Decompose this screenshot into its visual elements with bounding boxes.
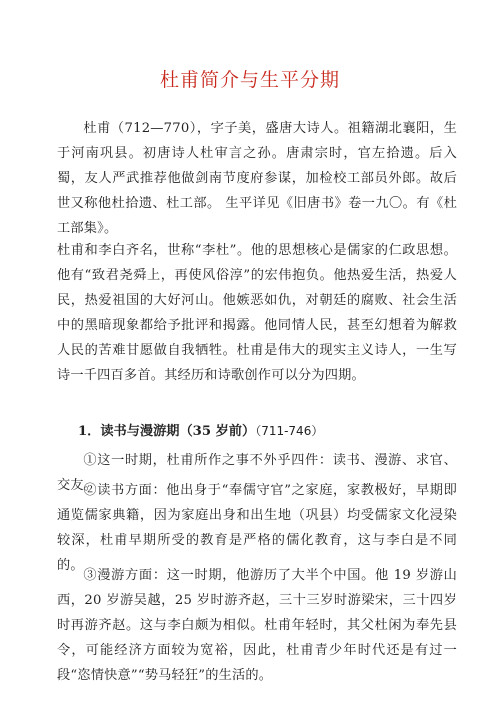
- section-heading: [78, 421, 458, 442]
- section-heading-range: （711-746）: [255, 424, 324, 438]
- intro-paragraph: 杜甫（712—770），字子美，盛唐大诗人。祖籍湖北襄阳，生于河南巩县。初唐诗人杜审言之孙。唐肃宗时，官左拾遗。后入蜀，友人严武推荐他做剑南节度府参谋，加检校工部员外郎。故后世又称他杜拾遗、杜工部。 生平详见《旧唐书》卷一九〇。有《杜工部集》。: [57, 121, 457, 236]
- point-2-paragraph: ②读书方面：他出身于“奉儒守官”之家庭，家教极好，早期即通览儒家典籍，因为家庭出身和出生地（巩县）均受儒家文化浸染较深，杜甫早期所受的教育是严格的儒化教育，这与李白是不同的。: [57, 483, 457, 573]
- section-heading-title: 1．读书与漫游期（35 岁前）: [78, 424, 256, 439]
- document-title: 杜甫简介与生平分期: [159, 69, 340, 91]
- point-1-paragraph: ①这一时期，杜甫所作之事不外乎四件：读书、漫游、求官、交友。: [57, 453, 457, 493]
- point-3-paragraph: ③漫游方面：这一时期，他游历了大半个中国。他 19 岁游山西，20 岁游吴越，25 岁时游齐赵，三十三岁时游梁宋，三十四岁时再游齐赵。这与李白颇为相似。杜甫年轻时，其父杜闲为奉先县令，可能经济方面较为宽裕，因此，杜甫青少年时代还是有过一段“恣情快意”“势马轻狂”的生活的。: [57, 568, 457, 683]
- thought-paragraph: 杜甫和李白齐名，世称“李杜”。他的思想核心是儒家的仁政思想。他有“致君尧舜上，再使风俗淳”的宏伟抱负。他热爱生活，热爱人民，热爱祖国的大好河山。他嫉恶如仇，对朝廷的腐败、社会生活中的黑暗现象都给予批评和揭露。他同情人民，甚至幻想着为解救人民的苦难甘愿做自我牺牲。杜甫是伟大的现实主义诗人，一生写诗一千四百多首。其经历和诗歌创作可以分为四期。: [57, 243, 457, 383]
